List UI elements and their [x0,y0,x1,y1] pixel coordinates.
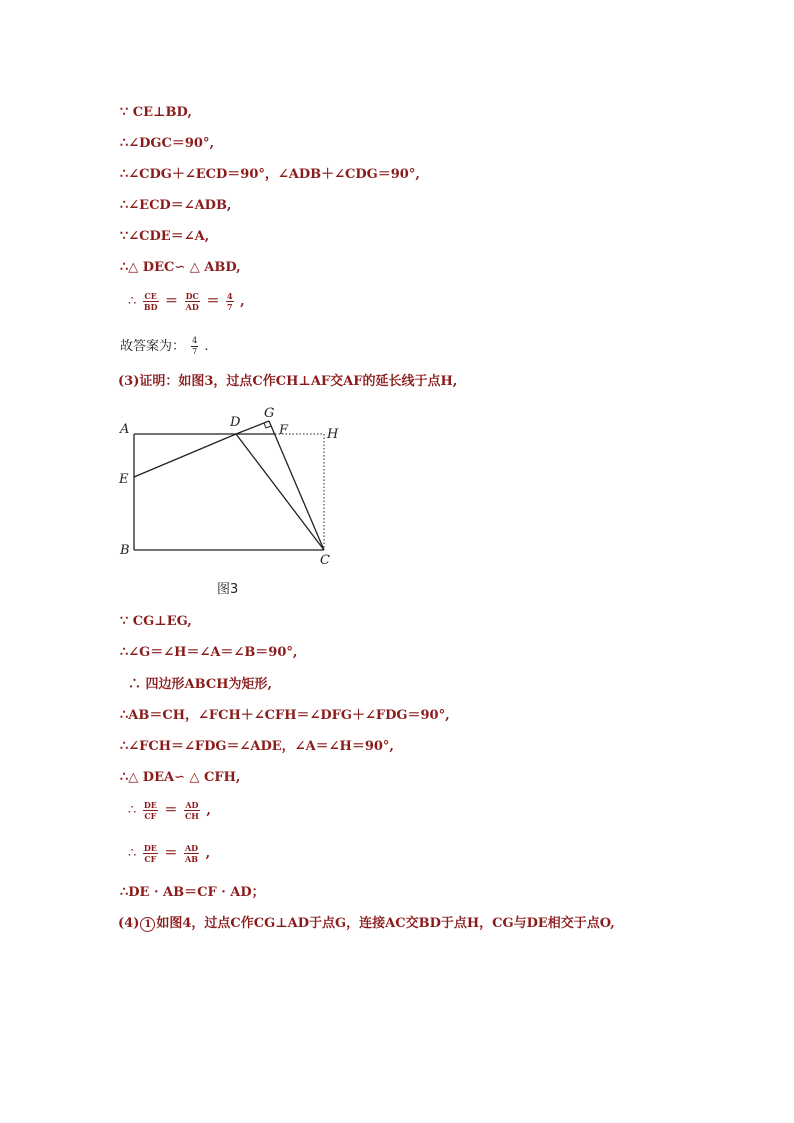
fraction: $\frac{DC}{AD}$ [185,291,199,312]
figure-caption: 图3 [217,582,239,597]
proof-line: ∴AB＝CH，∠FCH＋∠CFH＝∠DFG＋∠FDG＝90°, [120,708,450,723]
geometry-figure [112,404,352,574]
fraction: $\frac{AD}{CH}$ [184,800,199,821]
proof-line: ∵∠CDE＝∠A, [120,229,210,244]
therefore-symbol: ∴ [128,294,137,309]
label-f: F [279,423,289,438]
proof-line: ∴∠DGC＝90°, [120,136,215,151]
segment-dc [236,434,324,550]
label-g: G [264,406,275,421]
proof-line-fraction: ∴ $\frac{CE}{BD}$ ＝ $\frac{DC}{AD}$ ＝ $\frac{4}{7}$ , [128,291,245,312]
label-e: E [119,472,129,487]
proof-heading: (4) 1 如图4，过点C作CG⊥AD于点G，连接AC交BD于点H，CG与DE相交于点O, [118,916,615,931]
proof-line-fraction: ∴ $\frac{DE}{CF}$ ＝ $\frac{AD}{CH}$ , [128,800,211,821]
proof-line: ∵ CE⊥BD, [120,105,192,120]
answer-line: 故答案为： $\frac{4}{7}$ . [120,336,209,356]
proof-line: ∵ CG⊥EG, [120,614,192,629]
fraction: $\frac{DE}{CF}$ [143,843,157,864]
proof-heading: (3)证明：如图3，过点C作CH⊥AF交AF的延长线于点H, [118,374,458,389]
fraction: $\frac{AD}{AB}$ [184,843,199,864]
label-c: C [320,553,330,568]
proof-line: ∴∠FCH＝∠FDG＝∠ADE，∠A＝∠H＝90°, [120,739,394,754]
label-a: A [120,422,130,437]
circled-number: 1 [140,917,155,932]
segment-eg-extended [236,421,269,434]
fraction: $\frac{4}{7}$ [226,291,233,312]
proof-line: ∴△ DEC∽ △ ABD, [120,260,241,275]
figure-svg [112,404,352,574]
label-b: B [120,543,130,558]
fraction: $\frac{DE}{CF}$ [143,800,157,821]
proof-line: ∴DE · AB＝CF · AD； [120,885,265,900]
proof-line: ∴∠ECD＝∠ADB, [120,198,232,213]
fraction: $\frac{4}{7}$ [192,336,198,356]
label-d: D [230,415,241,430]
segment-gc [269,421,324,550]
label-h: H [327,427,339,442]
proof-line: ∴△ DEA∽ △ CFH, [120,770,241,785]
segment-eg [134,434,236,477]
proof-line: ∴∠CDG＋∠ECD＝90°，∠ADB＋∠CDG＝90°, [120,167,420,182]
proof-line: ∴ 四边形ABCH为矩形, [128,677,272,692]
proof-line-fraction: ∴ $\frac{DE}{CF}$ ＝ $\frac{AD}{AB}$ , [128,843,211,864]
proof-line: ∴∠G＝∠H＝∠A＝∠B＝90°, [120,645,298,660]
fraction: $\frac{CE}{BD}$ [143,291,158,312]
